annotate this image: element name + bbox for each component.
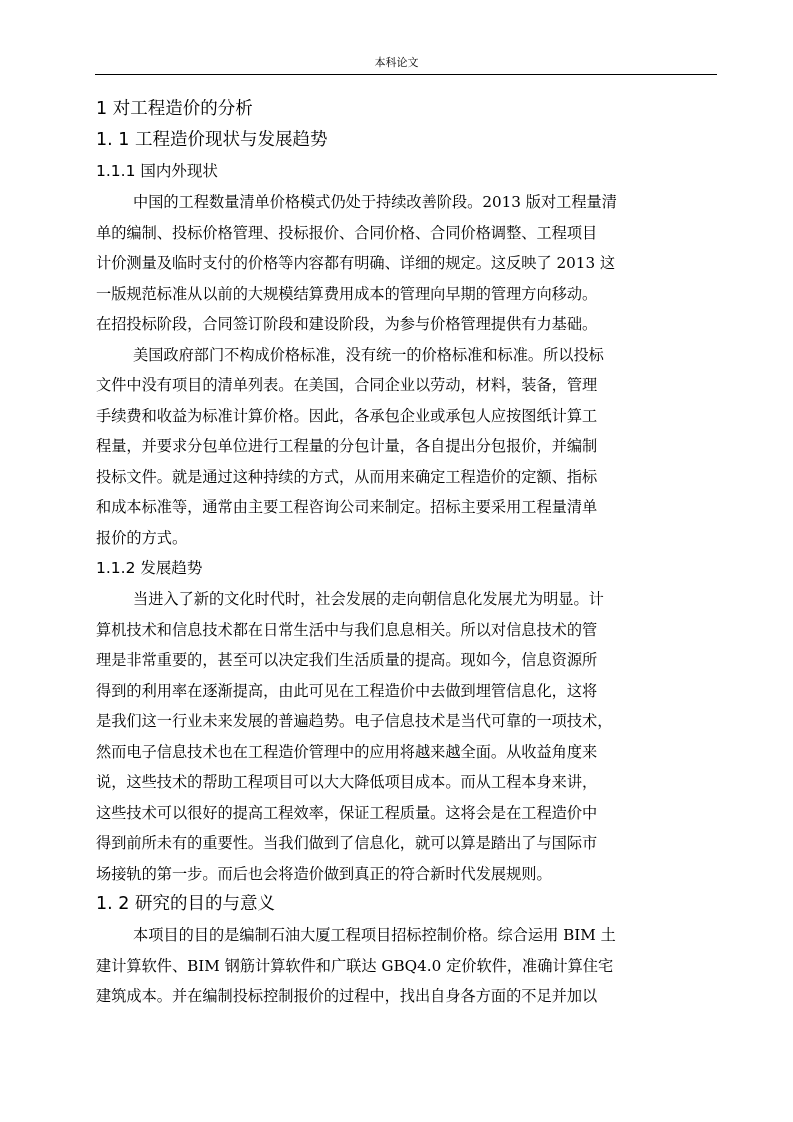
text-line: 文件中没有项目的清单列表。在美国，合同企业以劳动，材料，装备，管理 [96, 376, 598, 394]
text-line: 本项目的目的是编制石油大厦工程项目招标控制价格。综合运用 BIM 土 [133, 926, 616, 944]
text-line: 程量，并要求分包单位进行工程量的分包计量，各自提出分包报价，并编制 [96, 437, 598, 455]
text-line: 单的编制、投标价格管理、投标报价、合同价格、合同价格调整、工程项目 [96, 223, 598, 242]
text-line: 得到前所未有的重要性。当我们做到了信息化，就可以算是踏出了与国际市 [96, 834, 598, 852]
section-heading-1-1-1: 1.1.1 国内外现状 [96, 162, 218, 180]
text-line: 建筑成本。并在编制投标控制报价的过程中，找出自身各方面的不足并加以 [96, 987, 598, 1005]
text-line: 投标文件。就是通过这种持续的方式，从而用来确定工程造价的定额、指标 [96, 467, 598, 486]
header-divider [95, 74, 717, 75]
section-heading-1: 1 对工程造价的分析 [96, 99, 253, 119]
text-line: 和成本标准等，通常由主要工程咨询公司来制定。招标主要采用工程量清单 [96, 498, 598, 516]
text-line: 理是非常重要的，甚至可以决定我们生活质量的提高。现如今，信息资源所 [96, 651, 598, 669]
text-line: 手续费和收益为标准计算价格。因此，各承包企业或承包人应按图纸计算工 [96, 406, 598, 425]
text-line: 一版规范标准从以前的大规模结算费用成本的管理向早期的管理方向移动。 [96, 284, 598, 303]
text-line: 建计算软件、BIM 钢筋计算软件和广联达 GBQ4.0 定价软件，准确计算住宅 [96, 956, 614, 975]
text-line: 是我们这一行业未来发展的普遍趋势。电子信息技术是当代可靠的一项技术， [96, 712, 613, 730]
text-line: 场接轨的第一步。而后也会将造价做到真正的符合新时代发展规则。 [96, 864, 552, 883]
paragraph-us-status [96, 340, 717, 554]
text-line: 说，这些技术的帮助工程项目可以大大降低项目成本。而从工程本身来讲， [96, 773, 598, 791]
section-heading-1-2: 1. 2 研究的目的与意义 [96, 894, 275, 914]
text-line: 然而电子信息技术也在工程造价管理中的应用将越来越全面。从收益角度来 [96, 742, 598, 761]
section-heading-1-1-2: 1.1.2 发展趋势 [96, 559, 203, 577]
paragraph-research-purpose [96, 920, 717, 1012]
text-line: 这些技术可以很好的提高工程效率，保证工程质量。这将会是在工程造价中 [96, 803, 598, 822]
text-line: 得到的利用率在逐渐提高，由此可见在工程造价中去做到埋管信息化，这将 [96, 681, 598, 700]
text-line: 计价测量及临时支付的价格等内容都有明确、详细的规定。这反映了 2013 这 [96, 254, 616, 272]
text-line: 美国政府部门不构成价格标准，没有统一的价格标准和标准。所以投标 [133, 345, 604, 364]
text-line: 在招投标阶段，合同签订阶段和建设阶段，为参与价格管理提供有力基础。 [96, 315, 598, 333]
text-line: 中国的工程数量清单价格模式仍处于持续改善阶段。2013 版对工程量清 [133, 193, 617, 211]
text-line: 报价的方式。 [96, 528, 188, 547]
text-line: 算机技术和信息技术都在日常生活中与我们息息相关。所以对信息技术的管 [96, 620, 598, 639]
text-line: 当进入了新的文化时代时，社会发展的走向朝信息化发展尤为明显。计 [133, 590, 604, 608]
section-heading-1-1: 1. 1 工程造价现状与发展趋势 [96, 130, 328, 150]
paragraph-domestic-status [96, 187, 717, 340]
page-content [96, 94, 717, 1012]
paragraph-development-trend [96, 584, 717, 889]
running-header: 本科论文 [374, 56, 419, 69]
